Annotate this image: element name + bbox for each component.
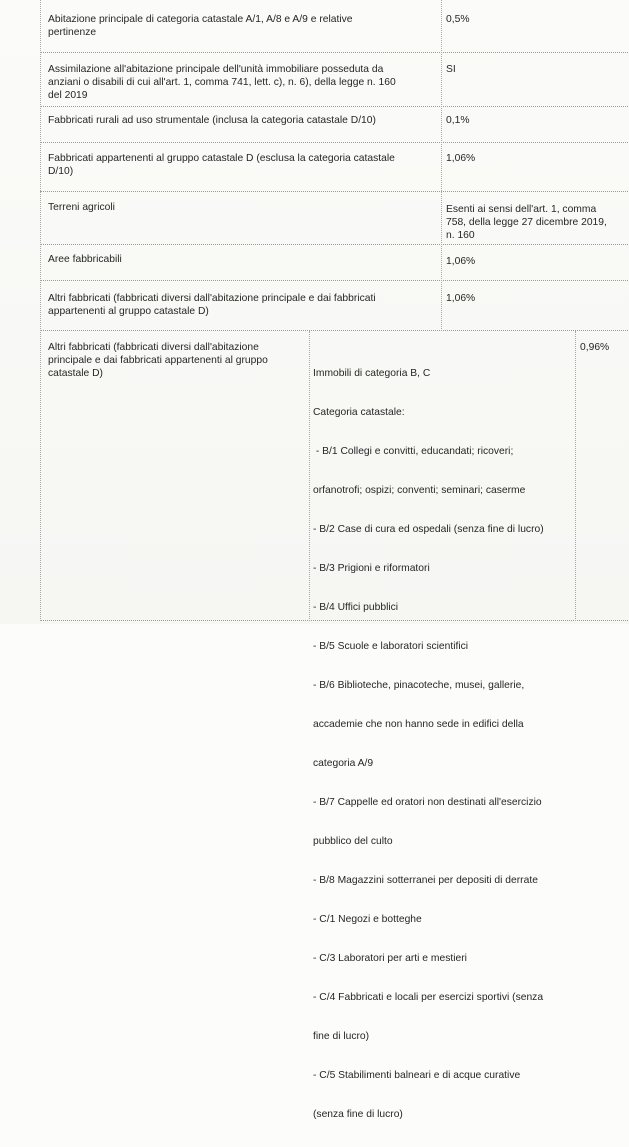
category-line: - C/4 Fabbricati e locali per esercizi sportivi (senza (313, 992, 544, 1003)
label-line: catastale D) (48, 368, 103, 379)
last-row-value (580, 341, 609, 354)
label-line: Aree fabbricabili (48, 254, 122, 265)
category-line: orfanotrofi; ospizi; conventi; seminari; caserme (313, 485, 526, 496)
label-line: Assimilazione all'abitazione principale dell'unità immobiliare posseduta da (48, 64, 384, 75)
column-divider (441, 0, 442, 331)
column-divider (309, 331, 310, 621)
row-value (446, 292, 475, 305)
row-divider (40, 191, 628, 192)
value-line: 0,1% (446, 115, 470, 126)
category-line: - C/1 Negozi e botteghe (313, 914, 422, 925)
category-line: categoria A/9 (313, 758, 374, 769)
category-line: (senza fine di lucro) (313, 1109, 403, 1120)
value-line: SI (446, 64, 456, 75)
row-value (446, 203, 607, 242)
row-label (48, 13, 353, 39)
row-value (446, 255, 475, 268)
label-line: Altri fabbricati (fabbricati diversi dall'abitazione (48, 342, 259, 353)
category-line: - B/5 Scuole e laboratori scientifici (313, 641, 469, 652)
row-divider (40, 330, 628, 331)
row-divider (40, 142, 628, 143)
category-line: Immobili di categoria B, C (313, 368, 431, 379)
category-line: fine di lucro) (313, 1031, 370, 1042)
column-divider (575, 331, 576, 621)
category-line: - B/2 Case di cura ed ospedali (senza fine di lucro) (313, 524, 544, 535)
row-label (48, 201, 115, 214)
value-line: 0,5% (446, 14, 470, 25)
category-line: - B/6 Biblioteche, pinacoteche, musei, gallerie, (313, 680, 525, 691)
last-row-label (48, 341, 268, 380)
label-line: pertinenze (48, 27, 97, 38)
row-divider (40, 106, 628, 107)
row-value (446, 152, 475, 165)
category-line: - B/3 Prigioni e riformatori (313, 563, 430, 574)
category-line: - B/8 Magazzini sotterranei per depositi di derrate (313, 875, 538, 886)
row-divider (40, 244, 628, 245)
value-line: Esenti ai sensi dell'art. 1, comma (446, 204, 597, 215)
row-label (48, 152, 395, 178)
row-value (446, 114, 469, 127)
label-line: appartenenti al gruppo catastale D) (48, 306, 209, 317)
row-label (48, 292, 376, 318)
row-value (446, 63, 456, 76)
value-line: 1,06% (446, 293, 476, 304)
value-line: 1,06% (446, 153, 476, 164)
row-label (48, 114, 376, 127)
label-line: anziani o disabili di cui all'art. 1, comma 741, lett. c), n. 6), della legge n. 160 (48, 77, 396, 88)
label-line: Fabbricati appartenenti al gruppo catastale D (esclusa la categoria catastale (48, 153, 395, 164)
category-line: pubblico del culto (313, 836, 393, 847)
value-line: n. 160 (446, 230, 475, 241)
label-line: Terreni agricoli (48, 202, 115, 213)
category-line: - C/3 Laboratori per arti e mestieri (313, 953, 467, 964)
label-line: Altri fabbricati (fabbricati diversi dall'abitazione principale e dai fabbricati (48, 293, 376, 304)
category-line: accademie che non hanno sede in edifici della (313, 719, 524, 730)
row-divider (40, 280, 628, 281)
category-line: - B/7 Cappelle ed oratori non destinati all'esercizio (313, 797, 542, 808)
table-left-border (40, 0, 41, 621)
row-divider (40, 52, 628, 53)
row-label (48, 253, 122, 266)
label-line: principale e dai fabbricati appartenenti al gruppo (48, 355, 268, 366)
category-line: - C/5 Stabilimenti balneari e di acque curative (313, 1070, 521, 1081)
label-line: Fabbricati rurali ad uso strumentale (inclusa la categoria catastale D/10) (48, 115, 376, 126)
label-line: D/10) (48, 166, 74, 177)
row-label (48, 63, 396, 102)
category-line: - B/4 Uffici pubblici (313, 602, 399, 613)
label-line: Abitazione principale di categoria catastale A/1, A/8 e A/9 e relative (48, 14, 353, 25)
value-line: 1,06% (446, 256, 476, 267)
category-line: Categoria catastale: (313, 407, 405, 418)
label-line: del 2019 (48, 90, 88, 101)
row-value (446, 13, 469, 26)
category-line: - B/1 Collegi e convitti, educandati; ricoveri; (313, 446, 514, 457)
category-list (313, 341, 544, 1147)
value-line: 0,96% (580, 342, 610, 353)
value-line: 758, della legge 27 dicembre 2019, (446, 217, 607, 228)
